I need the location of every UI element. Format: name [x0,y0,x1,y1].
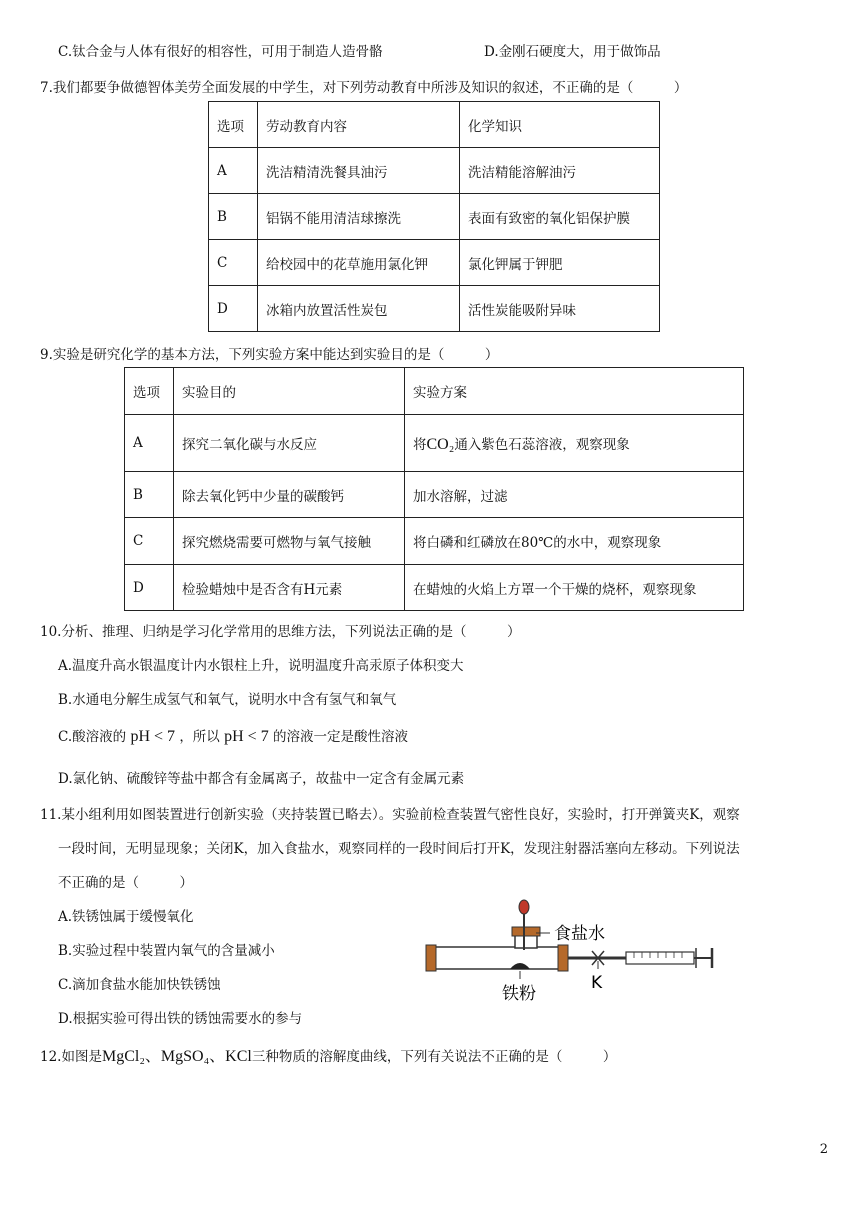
q10-option-a: A.温度升高水银温度计内水银柱上升，说明温度升高汞原子体积变大 [58,658,464,674]
q9-table [124,367,744,611]
q10-stem: 10.分析、推理、归纳是学习化学常用的思维方法，下列说法正确的是（ ） [40,624,521,640]
q12-stem [40,1043,616,1066]
q9-header-plan: 实验方案 [405,368,744,415]
q7-row-a-option: A [209,148,258,194]
q12-stem-prefix: 12.如图是 [40,1049,102,1065]
dropper-bulb [519,900,529,914]
q9-row-b-purpose: 除去氧化钙中少量的碳酸钙 [174,472,405,518]
ph-formula: pH < 7 [130,728,176,745]
q7-row-d-option: D [209,286,258,332]
q7-row-a-knowledge: 洗洁精能溶解油污 [460,148,660,194]
co2-formula: CO₂ [426,435,455,453]
q9-row-d-purpose: 检验蜡烛中是否含有H元素 [174,565,405,611]
clamp-k-label: K [591,973,603,993]
salts-formula: MgCl₂、MgSO₄、KCl [101,1048,252,1065]
q10-option-c-part1: C.酸溶液的 [58,729,127,745]
q11-option-a: A.铁锈蚀属于缓慢氧化 [58,909,194,925]
q7-row-d-knowledge: 活性炭能吸附异味 [460,286,660,332]
q9-row-c-purpose: 探究燃烧需要可燃物与氧气接触 [174,518,405,565]
q7-header-option: 选项 [209,102,258,148]
q7-row-b-knowledge: 表面有致密的氧化铝保护膜 [460,194,660,240]
q7-row-c-option: C [209,240,258,286]
q9-header-option: 选项 [125,368,174,415]
q9-row-c-plan: 将白磷和红磷放在80℃的水中，观察现象 [405,518,744,565]
q7-header-knowledge: 化学知识 [460,102,660,148]
apparatus-figure [420,895,730,1015]
horizontal-tube [432,947,562,969]
left-stopper [426,945,436,971]
q9-row-a-plan [405,415,744,472]
q6-option-d: D.金刚石硬度大，用于做饰品 [484,44,661,60]
q7-row-b-content: 铝锅不能用清洁球擦洗 [258,194,460,240]
q10-option-d: D.氯化钠、硫酸锌等盐中都含有金属离子，故盐中一定含有金属元素 [58,771,465,787]
q11-option-c: C.滴加食盐水能加快铁锈蚀 [58,977,221,993]
q7-row-c-knowledge: 氯化钾属于钾肥 [460,240,660,286]
q10-option-c-part2: ，所以 [179,729,220,745]
ph-formula-2: pH < 7 [224,728,269,745]
q9-row-d-plan: 在蜡烛的火焰上方罩一个干燥的烧杯，观察现象 [405,565,744,611]
q11-stem-line2: 一段时间，无明显现象；关闭K，加入食盐水，观察同样的一段时间后打开K，发现注射器活塞向左移动。下列说法 [58,841,740,857]
q9-row-a-option: A [125,415,174,472]
q9-row-d-option: D [125,565,174,611]
q6-option-c: C.钛合金与人体有很好的相容性，可用于制造人造骨骼 [58,44,383,60]
q7-row-a-content: 洗洁精清洗餐具油污 [258,148,460,194]
q11-stem-line1: 11.某小组利用如图装置进行创新实验（夹持装置已略去）。实验前检查装置气密性良好，实验时，打开弹簧夹K，观察 [40,807,740,823]
q7-header-content: 劳动教育内容 [258,102,460,148]
q11-option-b: B.实验过程中装置内氧气的含量减小 [58,943,275,959]
q9-row-c-option: C [125,518,174,565]
q10-option-c [58,725,408,746]
q9-stem: 9.实验是研究化学的基本方法，下列实验方案中能达到实验目的是（ ） [40,347,499,363]
q9-row-a-purpose: 探究二氧化碳与水反应 [174,415,405,472]
salt-water-label: 食盐水 [554,924,605,944]
q9-row-b-plan: 加水溶解，过滤 [405,472,744,518]
q11-option-d: D.根据实验可得出铁的锈蚀需要水的参与 [58,1011,303,1027]
q9-row-a-plan-prefix: 将 [413,436,427,453]
q11-stem-line3: 不正确的是（ ） [58,875,193,891]
right-stopper [558,945,568,971]
q7-row-b-option: B [209,194,258,240]
q9-row-b-option: B [125,472,174,518]
iron-powder-label: 铁粉 [502,984,536,1004]
q7-stem: 7.我们都要争做德智体美劳全面发展的中学生，对下列劳动教育中所涉及知识的叙述，不正确的是（ ） [40,80,688,96]
q9-header-purpose: 实验目的 [174,368,405,415]
page-number: 2 [819,1142,828,1157]
q7-table [208,101,660,332]
q7-row-c-content: 给校园中的花草施用氯化钾 [258,240,460,286]
q9-row-a-plan-suffix: 通入紫色石蕊溶液，观察现象 [454,436,630,453]
q7-row-d-content: 冰箱内放置活性炭包 [258,286,460,332]
q10-option-c-part3: 的溶液一定是酸性溶液 [272,729,408,745]
syringe-barrel [626,952,694,964]
neck-stopper [512,927,540,936]
q10-option-b: B.水通电分解生成氢气和氧气，说明水中含有氢气和氧气 [58,692,397,708]
q12-stem-suffix: 三种物质的溶解度曲线，下列有关说法不正确的是（ ） [251,1049,617,1065]
